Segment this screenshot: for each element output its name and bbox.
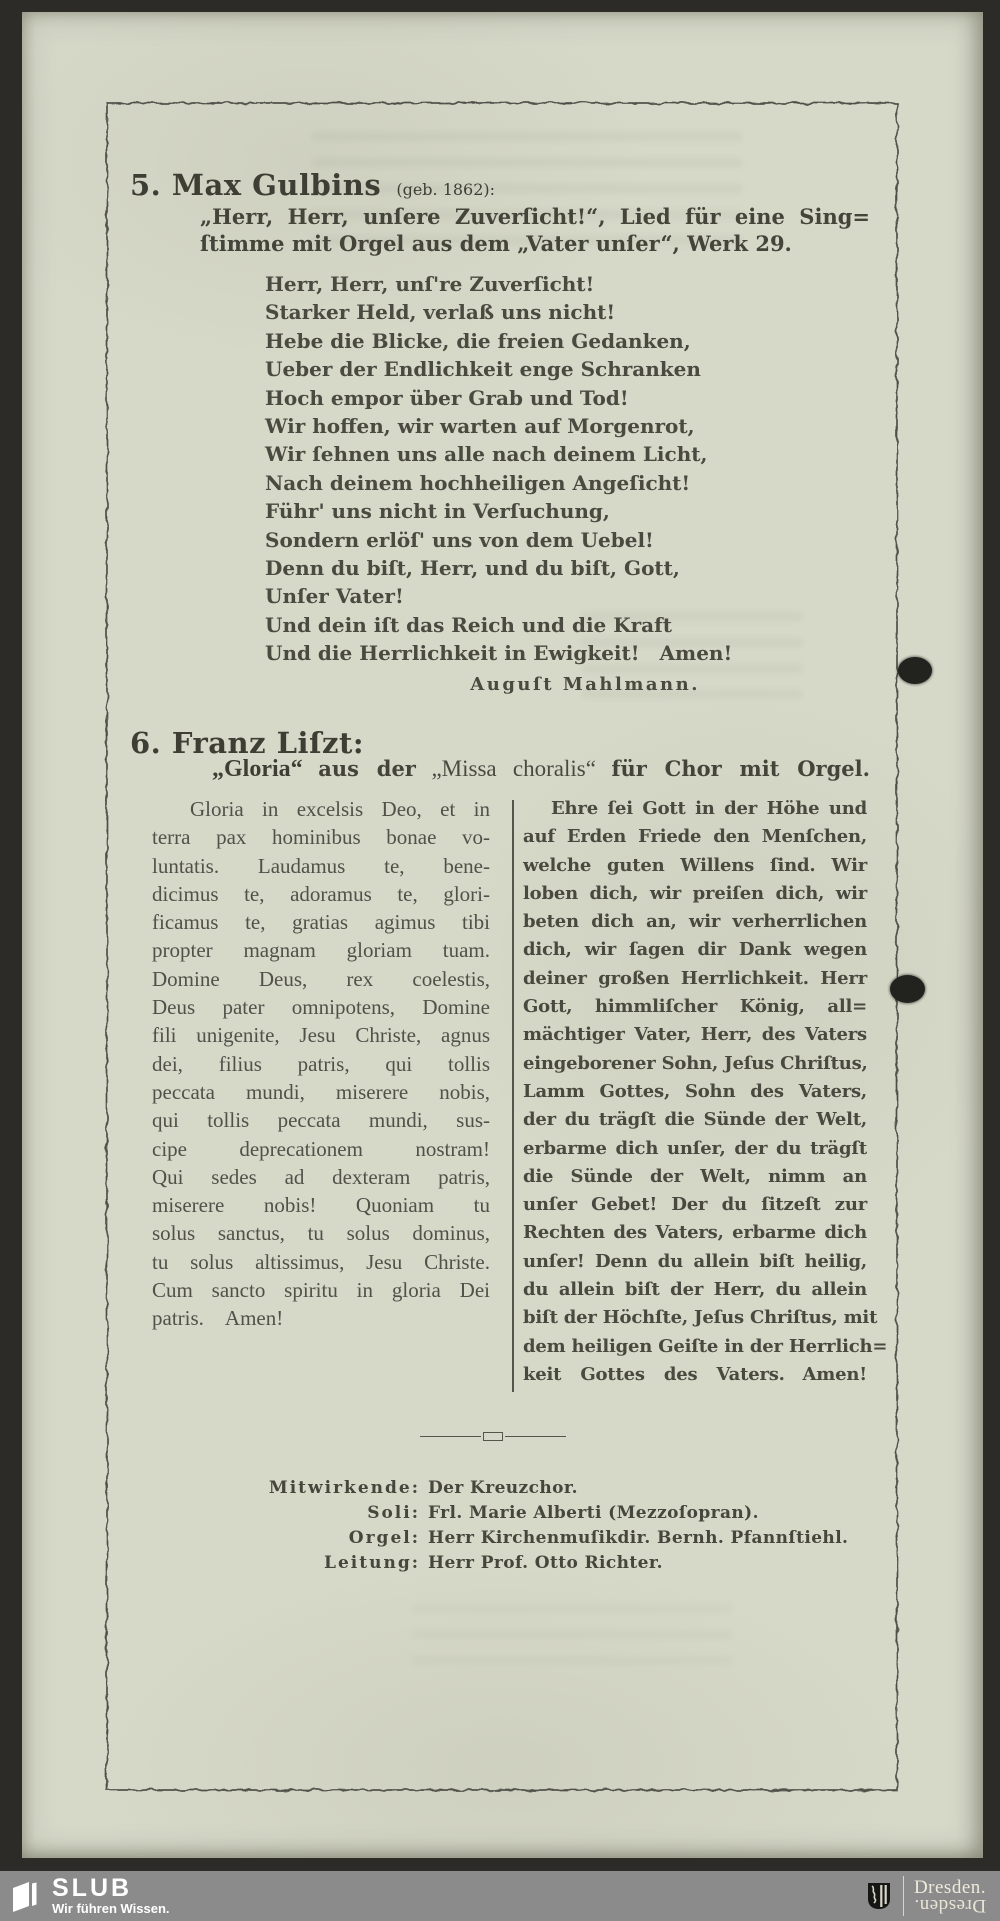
work-title-5 bbox=[200, 203, 870, 257]
poem-line: Sondern erlöſ' uns von dem Uebel! bbox=[265, 527, 654, 552]
german-text-line: biſt der Höchſte, Jeſus Chriſtus, mit bbox=[523, 1307, 878, 1329]
dresden-coat-of-arms-icon bbox=[867, 1882, 891, 1910]
latin-text-line: terra pax hominibus bonae vo- bbox=[152, 825, 490, 850]
poem-line: Wir ſehnen uns alle nach deinem Licht, bbox=[265, 442, 708, 467]
credit-row bbox=[152, 1526, 848, 1551]
latin-text-line: Gloria in excelsis Deo, et in bbox=[190, 797, 490, 821]
poem-line: Und dein iſt das Reich und die Kraft bbox=[265, 612, 672, 637]
poem-line: Unſer Vater! bbox=[265, 584, 404, 609]
german-text-line: dem heiligen Geiſte in der Herrlich= bbox=[523, 1335, 888, 1357]
punch-hole bbox=[890, 975, 925, 1003]
german-text-line: Lamm Gottes, Sohn des Vaters, bbox=[523, 1080, 867, 1102]
latin-text-line: Deus pater omnipotens, Domine bbox=[152, 995, 490, 1020]
latin-text-line: tu solus altissimus, Jesu Christe. bbox=[152, 1249, 490, 1274]
slub-text-block bbox=[52, 1876, 170, 1916]
german-text-line: du allein biſt der Herr, du allein bbox=[523, 1279, 867, 1301]
scanned-page bbox=[22, 12, 983, 1858]
poem-text bbox=[265, 270, 733, 668]
ornament-box bbox=[483, 1432, 503, 1441]
latin-text-line: miserere nobis! Quoniam tu bbox=[152, 1193, 490, 1218]
slub-logo bbox=[0, 1876, 170, 1916]
latin-text-line: solus sanctus, tu solus dominus, bbox=[152, 1221, 490, 1246]
column-divider bbox=[512, 800, 514, 1392]
punch-hole bbox=[898, 657, 932, 684]
credit-value: Herr Kirchenmuſikdir. Bernh. Pfannſtiehl. bbox=[428, 1528, 849, 1548]
latin-text-line: Qui sedes ad dexteram patris, bbox=[152, 1164, 490, 1189]
german-text-line: auf Erden Friede den Menſchen, bbox=[523, 826, 867, 848]
divider bbox=[903, 1876, 904, 1916]
credit-row bbox=[152, 1551, 848, 1576]
poem-line: Und die Herrlichkeit in Ewigkeit! Amen! bbox=[265, 641, 733, 666]
section-divider-ornament bbox=[420, 1432, 566, 1441]
credit-value: Herr Prof. Otto Richter. bbox=[428, 1553, 663, 1573]
latin-text-line: peccata mundi, miserere nobis, bbox=[152, 1079, 490, 1104]
poem-line: Führ' uns nicht in Verſuchung, bbox=[265, 499, 610, 524]
latin-text-line: Domine Deus, rex coelestis, bbox=[152, 966, 490, 991]
book-icon bbox=[10, 1879, 40, 1913]
latin-text-line: dei, filius patris, qui tollis bbox=[152, 1051, 490, 1076]
poem-line: Nach deinem hochheiligen Angeſicht! bbox=[265, 470, 691, 495]
german-text-line: Gott, himmliſcher König, all= bbox=[523, 996, 867, 1018]
credit-row bbox=[152, 1476, 848, 1501]
german-text-line: die Sünde der Welt, nimm an bbox=[523, 1165, 867, 1187]
credit-value: Frl. Marie Alberti (Mezzoſopran). bbox=[428, 1503, 759, 1523]
german-text-line: Ehre ſei Gott in der Höhe und bbox=[551, 798, 867, 819]
composer-name: 6. Franz Liſzt: bbox=[130, 726, 365, 760]
dresden-logo bbox=[867, 1876, 1000, 1916]
credit-label: Soli: bbox=[367, 1503, 420, 1523]
work-title-line: „Herr, Herr, unſere Zuverſicht!“, Lied für eine Sing= bbox=[200, 204, 870, 229]
german-text-line: der du trägſt die Sünde der Welt, bbox=[523, 1109, 867, 1131]
item-6-heading bbox=[130, 726, 364, 760]
poem-line: Denn du biſt, Herr, und du biſt, Gott, bbox=[265, 556, 680, 581]
latin-text-line: fili unigenite, Jesu Christe, agnus bbox=[152, 1023, 490, 1048]
german-text-line: mächtiger Vater, Herr, des Vaters bbox=[523, 1024, 867, 1046]
composer-birth-note: (geb. 1862): bbox=[396, 180, 496, 199]
german-text-line: dich, wir ſagen dir Dank wegen bbox=[523, 939, 867, 961]
credit-row bbox=[152, 1501, 848, 1526]
latin-text-line: propter magnam gloriam tuam. bbox=[152, 938, 490, 963]
german-text-line: unſer Gebet! Der du ſitzeſt zur bbox=[523, 1194, 867, 1216]
latin-text-line: qui tollis peccata mundi, sus- bbox=[152, 1108, 490, 1133]
german-text-line: erbarme dich unſer, der du trägſt bbox=[523, 1137, 867, 1159]
performers-credits bbox=[152, 1476, 848, 1576]
poem-line: Ueber der Endlichkeit enge Schranken bbox=[265, 357, 701, 382]
poem-line: Hebe die Blicke, die freien Gedanken, bbox=[265, 328, 691, 353]
dresden-wordmark-mirrored: Dresden. bbox=[913, 1894, 986, 1916]
german-text-line: beten dich an, wir verherrlichen bbox=[523, 911, 867, 933]
dresden-wordmark: Dresden. bbox=[913, 1876, 986, 1898]
german-text-line: welche guten Willens ſind. Wir bbox=[523, 854, 867, 876]
latin-text-line: ficamus te, gratias agimus tibi bbox=[152, 910, 490, 935]
slub-wordmark: SLUB bbox=[52, 1874, 133, 1902]
credit-value: Der Kreuzchor. bbox=[428, 1478, 578, 1498]
poem-line: Wir hoffen, wir warten auf Morgenrot, bbox=[265, 414, 695, 439]
credit-label: Orgel: bbox=[348, 1528, 420, 1548]
composer-name: 5. Max Gulbins bbox=[130, 168, 382, 202]
slub-tagline: Wir führen Wissen. bbox=[52, 1901, 170, 1916]
german-text-line: loben dich, wir preiſen dich, wir bbox=[523, 882, 867, 904]
page-showthrough bbox=[412, 1604, 732, 1682]
german-text-line: eingeborener Sohn, Jeſus Chriſtus, bbox=[523, 1052, 868, 1074]
credit-label: Leitung: bbox=[324, 1553, 420, 1573]
german-text-line: keit Gottes des Vaters. Amen! bbox=[523, 1363, 867, 1385]
latin-text-line: Cum sancto spiritu in gloria Dei bbox=[152, 1278, 490, 1303]
work-title-6 bbox=[212, 756, 870, 783]
ornament-line bbox=[505, 1436, 566, 1438]
item-5-heading bbox=[130, 168, 495, 202]
credit-label: Mitwirkende: bbox=[268, 1478, 420, 1498]
poem-author: Auguſt Mahlmann. bbox=[470, 674, 700, 695]
work-title-segment: „Missa choralis“ bbox=[431, 756, 596, 781]
gloria-german-column bbox=[523, 795, 888, 1389]
german-text-line: Rechten des Vaters, erbarme dich bbox=[523, 1222, 867, 1244]
work-title-segment: für Chor mit Orgel. bbox=[611, 756, 870, 781]
dresden-text-block bbox=[913, 1876, 986, 1916]
work-title-segment: aus der bbox=[318, 756, 416, 781]
library-footer bbox=[0, 1871, 1000, 1921]
poem-line: Herr, Herr, unſ're Zuverſicht! bbox=[265, 272, 595, 296]
latin-text-line: luntatis. Laudamus te, bene- bbox=[152, 853, 490, 878]
ornament-line bbox=[420, 1436, 481, 1438]
latin-text-line: cipe deprecationem nostram! bbox=[152, 1136, 490, 1161]
poem-line: Starker Held, verlaß uns nicht! bbox=[265, 300, 616, 325]
work-title-segment: „Gloria“ bbox=[212, 756, 303, 782]
german-text-line: unſer! Denn du allein biſt heilig, bbox=[523, 1250, 867, 1272]
latin-text-line: dicimus te, adoramus te, glori- bbox=[152, 881, 490, 906]
work-title-line: ſtimme mit Orgel aus dem „Vater unſer“, Werk 29. bbox=[200, 231, 792, 256]
gloria-latin-column bbox=[152, 795, 490, 1333]
poem-line: Hoch empor über Grab und Tod! bbox=[265, 385, 629, 410]
latin-text-line: patris. Amen! bbox=[152, 1306, 284, 1331]
german-text-line: deiner großen Herrlichkeit. Herr bbox=[523, 967, 867, 989]
